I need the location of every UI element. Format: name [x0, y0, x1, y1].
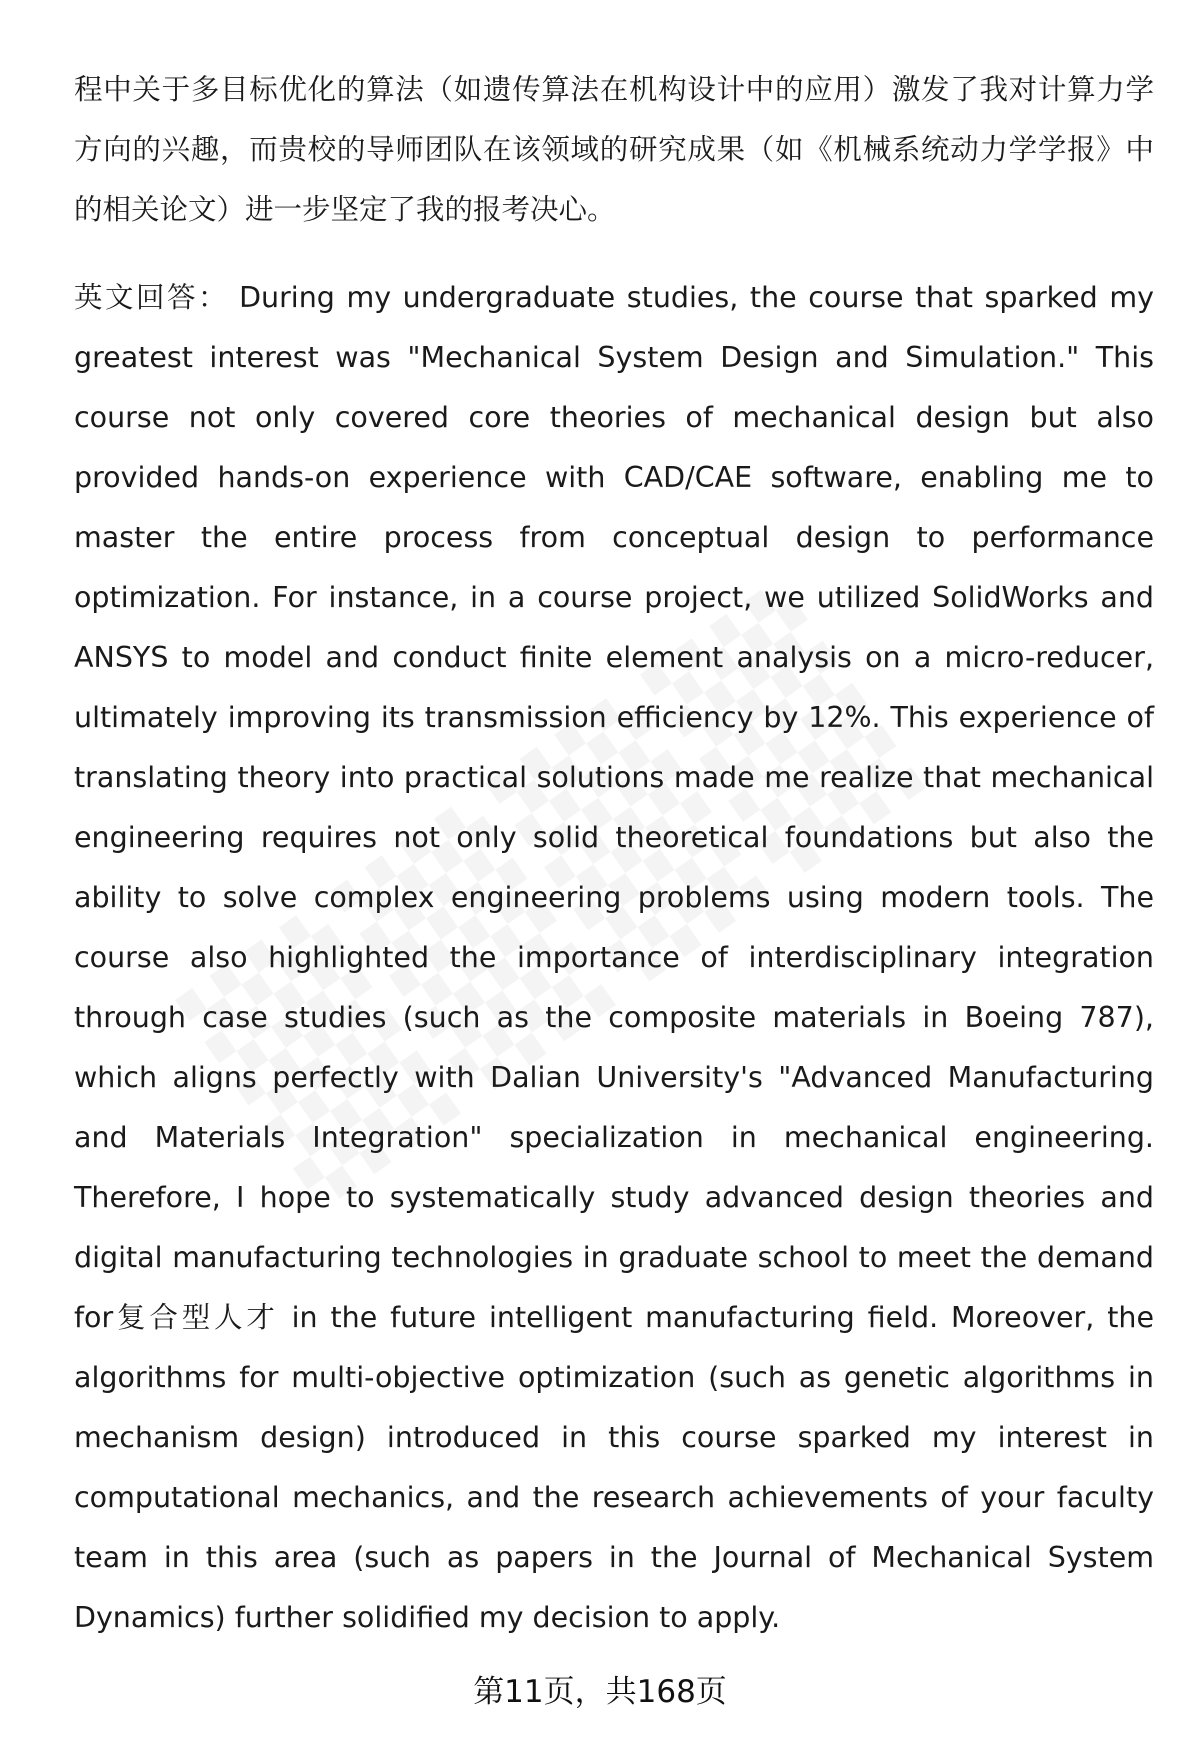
answer-text: During my undergraduate studies, the course that sparked my greatest interest was "Mechanical System Design and Simulation." This course not only covered core theories of mechanical design but also provided hands-on experience with CAD/CAE software, enabling me to master the entire process from conceptual design to performance optimization. For instance, in a course project, we utilized SolidWorks and ANSYS to model and conduct finite element analysis on a micro-reducer, ultimately improving its transmission efficiency by 12%. This experience of translating theory into practical solutions made me realize that mechanical engineering requires not only solid theoretical foundations but also the ability to solve complex engineering problems using modern tools. The course also highlighted the importance of interdisciplinary integration through case studies (such as the composite materials in Boeing 787), which aligns perfectly with Dalian University's "Advanced Manufacturing and Materials Integration" specialization in mechanical engineering. Therefore, I hope to systematically study advanced design theories and digital manufacturing technologies in graduate school to meet the demand for复合型人才 in the future intelligent manufacturing field. Moreover, the algorithms for multi-objective optimization (such as genetic algorithms in mechanism design) introduced in this course sparked my interest in computational mechanics, and the research achievements of your faculty team in this area (such as papers in the Journal of Mechanical System Dynamics) further solidified my decision to apply.: [74, 281, 1154, 1634]
page-number: 第11页，共168页: [473, 1674, 727, 1710]
chinese-paragraph: 程中关于多目标优化的算法（如遗传算法在机构设计中的应用）激发了我对计算力学方向的兴趣，而贵校的导师团队在该领域的研究成果（如《机械系统动力学学报》中的相关论文）进一步坚定了我的报考决心。: [74, 73, 1154, 226]
document-body: [74, 60, 1154, 1648]
answer-label: 英文回答：: [74, 281, 230, 314]
english-answer-paragraph: [74, 268, 1154, 1648]
